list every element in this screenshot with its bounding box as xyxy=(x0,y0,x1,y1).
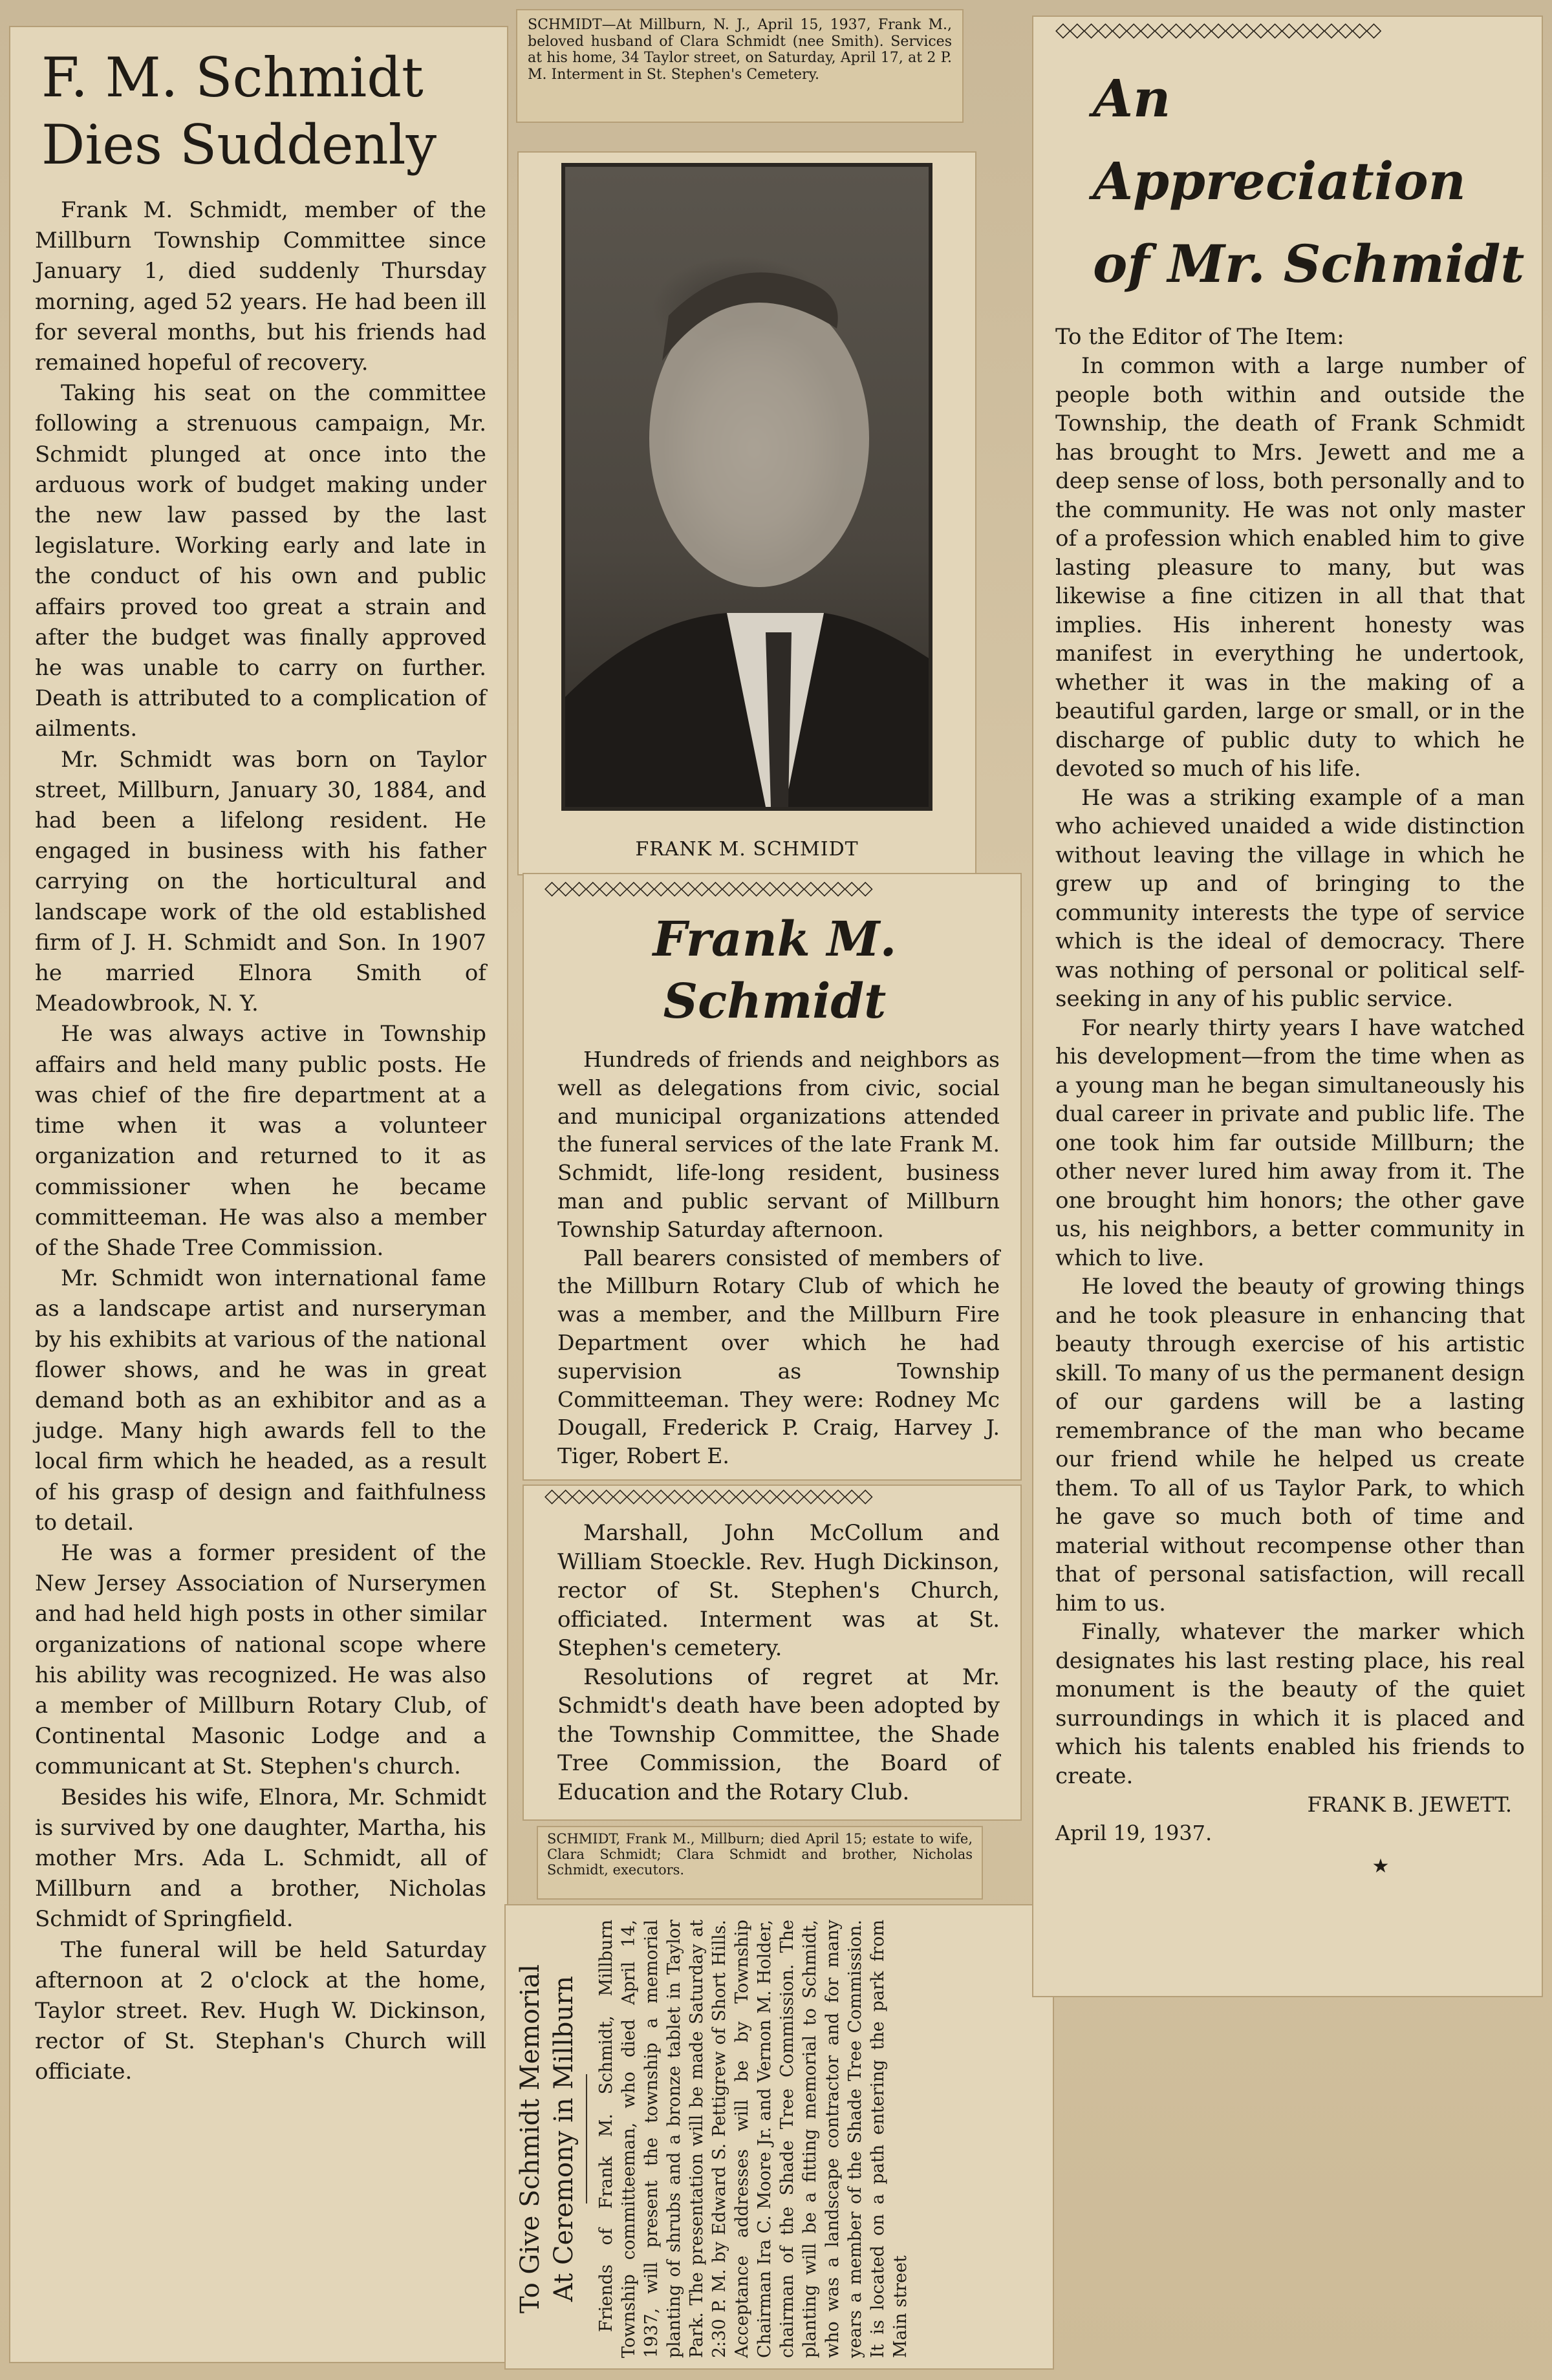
portrait-photo xyxy=(561,163,932,811)
appreciation-star: ★ xyxy=(1372,1855,1390,1878)
appreciation-salutation: To the Editor of The Item: xyxy=(1055,324,1344,350)
appreciation-headline xyxy=(1093,57,1525,305)
left-paragraph: Mr. Schmidt was born on Taylor street, Millburn, January 30, 1884, and had been a lifelong resident. He engaged in business with his father carrying on the horticultural and landscape work of the old established firm of J. H. Schmidt and Son. In 1907 he married Elnora Smith of Meadowbrook, N. Y. xyxy=(35,746,486,1017)
appreciation-paragraph: For nearly thirty years I have watched his development—from the time when as a young man he began simultaneously his dual career in private and public life. The one took him far outside Millburn; the other never lured him away from it. The one brought him honors; the other gave us, his neighbors, a better community in which to live. xyxy=(1055,1014,1525,1271)
left-paragraph: Frank M. Schmidt, member of the Millburn Township Committee since January 1, died suddenly Thursday morning, aged 52 years. He had been ill for several months, but his friends had remained hopeful of recovery. xyxy=(35,197,486,376)
photo-caption: FRANK M. SCHMIDT xyxy=(635,838,859,861)
left-paragraph: The funeral will be held Saturday afternoon at 2 o'clock at the home, Taylor street. Rev. Hugh W. Dickinson, rector of St. Stephan's Church will officiate. xyxy=(35,1936,486,2085)
appreciation-headline-line2: of Mr. Schmidt xyxy=(1093,233,1525,294)
memorial-headline-line1: To Give Schmidt Memorial xyxy=(515,1964,545,2313)
funeral-paragraph: Pall bearers consisted of members of the Millburn Rotary Club of which he was a member, and the Millburn Fire Department over which he had supervision as Township Committeeman. They were: Rodney Mc Dougall, Frederick P. Craig, Harvey J. Tiger, Robert E. xyxy=(557,1245,1000,1469)
left-paragraph: Mr. Schmidt won international fame as a landscape artist and nurseryman by his exhibits at various of the national flower shows, and he was in great demand both as an exhibitor and as a judge. Many high awards fell to the local firm which he headed, as a result of his grasp of design and faithfulness to detail. xyxy=(35,1265,486,1536)
appreciation-paragraph: In common with a large number of people both within and outside the Township, the death of Frank Schmidt has brought to Mrs. Jewett and me a deep sense of loss, both personally and to the community. He was not only master of a profession which enabled him to give lasting pleasure to many, but was likewise a fine citizen in all that that implies. His inherent honesty was manifest in everything he undertook, whether it was in the making of a beautiful garden, large or small, or in the discharge of public duty to which he devoted so much of his life. xyxy=(1055,353,1525,782)
memorial-rotated xyxy=(504,1911,1054,2370)
portrait-figure xyxy=(565,167,929,807)
funeral-article xyxy=(523,873,1022,1481)
diamond-rule: ◇◇◇◇◇◇◇◇◇◇◇◇◇◇◇◇◇◇◇◇◇◇◇◇ xyxy=(544,877,872,899)
funeral-headline: Frank M. Schmidt xyxy=(652,912,897,1029)
funeral-article-continued xyxy=(523,1485,1022,1821)
left-headline xyxy=(41,44,486,178)
left-paragraph: Besides his wife, Elnora, Mr. Schmidt is survived by one daughter, Martha, his mother Mrs. Ada L. Schmidt, all of Millburn and a brother, Nicholas Schmidt of Springfield. xyxy=(35,1784,486,1933)
appreciation-diamond-rule: ◇◇◇◇◇◇◇◇◇◇◇◇◇◇◇◇◇◇◇◇◇◇◇ xyxy=(1055,18,1381,41)
left-paragraph: He was a former president of the New Jersey Association of Nurserymen and had held high posts in other similar organizations of national scope where his ability was recognized. He was also a member of Millburn Rotary Club, of Continental Masonic Lodge and a communicant at St. Stephen's church. xyxy=(35,1539,486,1780)
memorial-article xyxy=(504,1904,1054,2370)
appreciation-article xyxy=(1032,16,1543,1997)
funeral-body-a xyxy=(544,1045,1005,1470)
death-notice xyxy=(516,9,964,123)
funeral-paragraph: Marshall, John McCollum and William Stoeckle. Rev. Hugh Dickinson, rector of St. Stephen's Church, officiated. Interment was at St. Stephen's cemetery. xyxy=(557,1520,1000,1661)
appreciation-paragraph: He was a striking example of a man who achieved unaided a wide distinction without leaving the village in which he grew up and of bringing to the community interests the type of service which is the ideal of democracy. There was nothing of personal or political self-seeking in any of his public service. xyxy=(1055,784,1525,1012)
memorial-rule xyxy=(586,2074,587,2203)
funeral-paragraph: Hundreds of friends and neighbors as well as delegations from civic, social and municipal organizations attended the funeral services of the late Frank M. Schmidt, life-long resident, business man and public servant of Millburn Township Saturday afternoon. xyxy=(557,1047,1000,1242)
appreciation-paragraph: He loved the beauty of growing things and he took pleasure in enhancing that beauty through exercise of his artistic skill. To many of us the permanent design of our gardens will be a lasting remembrance of the man who became our friend while he helped us create them. To all of us Taylor Park, to which he gave so much both of time and material without recompense other than that of personal satisfaction, will recall him to us. xyxy=(1055,1274,1525,1616)
appreciation-date: April 19, 1937. xyxy=(1055,1821,1212,1845)
left-headline-line2: Dies Suddenly xyxy=(41,113,437,177)
appreciation-body xyxy=(1055,352,1525,1790)
appreciation-paragraph: Finally, whatever the marker which designates his last resting place, his real monument is the beauty of the quiet surroundings in which it is placed and which his talents enabled his friends to create. xyxy=(1055,1619,1525,1789)
memorial-body: Friends of Frank M. Schmidt, Millburn Township committeeman, who died April 14, 1937, will present the township a memorial planting of shrubs and a bronze tablet in Taylor Park. The presentation will be made Saturday at 2:30 P. M. by Edward S. Pettigrew of Short Hills. Acceptance addresses will be by Township Chairman Ira C. Moore Jr. and Vernon M. Holder, chairman of the Shade Tree Commission. The planting will be a fitting memorial to Schmidt, who was a landscape contractor and for many years a member of the Shade Tree Commission. It is located on a path entering the park from Main street xyxy=(596,1920,911,2358)
left-paragraph: Taking his seat on the committee following a strenuous campaign, Mr. Schmidt plunged at once into the arduous work of budget making under the new law passed by the last legislature. Working early and late in the conduct of his own and public affairs proved too great a strain and after the budget was finally approved he was unable to carry on further. Death is attributed to a complication of ailments. xyxy=(35,380,486,742)
photo-clipping xyxy=(517,151,976,875)
funeral-paragraph: Resolutions of regret at Mr. Schmidt's death have been adopted by the Township Committee, the Shade Tree Commission, the Board of Education and the Rotary Club. xyxy=(557,1664,1000,1805)
estate-notice-text: SCHMIDT, Frank M., Millburn; died April 15; estate to wife, Clara Schmidt; Clara Schmidt and brother, Nicholas Schmidt, executors. xyxy=(547,1831,973,1878)
left-body xyxy=(35,195,486,2088)
funeral-body-b xyxy=(544,1519,1005,1806)
left-headline-line1: F. M. Schmidt xyxy=(41,46,424,109)
diamond-rule-2: ◇◇◇◇◇◇◇◇◇◇◇◇◇◇◇◇◇◇◇◇◇◇◇◇ xyxy=(544,1485,872,1507)
death-notice-text: SCHMIDT—At Millburn, N. J., April 15, 1937, Frank M., beloved husband of Clara Schmidt (nee Smith). Services at his home, 34 Taylor street, on Saturday, April 17, at 2 P. M. Interment in St. Stephen's Cemetery. xyxy=(528,17,952,83)
estate-notice xyxy=(537,1826,983,1900)
left-article xyxy=(9,26,508,2363)
left-paragraph: He was always active in Township affairs and held many public posts. He was chief of the fire department at a time when it was a volunteer organization and returned to it as commissioner when he became committeeman. He was also a member of the Shade Tree Commission. xyxy=(35,1021,486,1261)
appreciation-signature: FRANK B. JEWETT. xyxy=(1307,1792,1512,1817)
memorial-headline-line2: At Ceremony in Millburn xyxy=(549,1976,579,2302)
memorial-headline xyxy=(513,1920,581,2358)
appreciation-headline-line1: An Appreciation xyxy=(1093,68,1466,211)
